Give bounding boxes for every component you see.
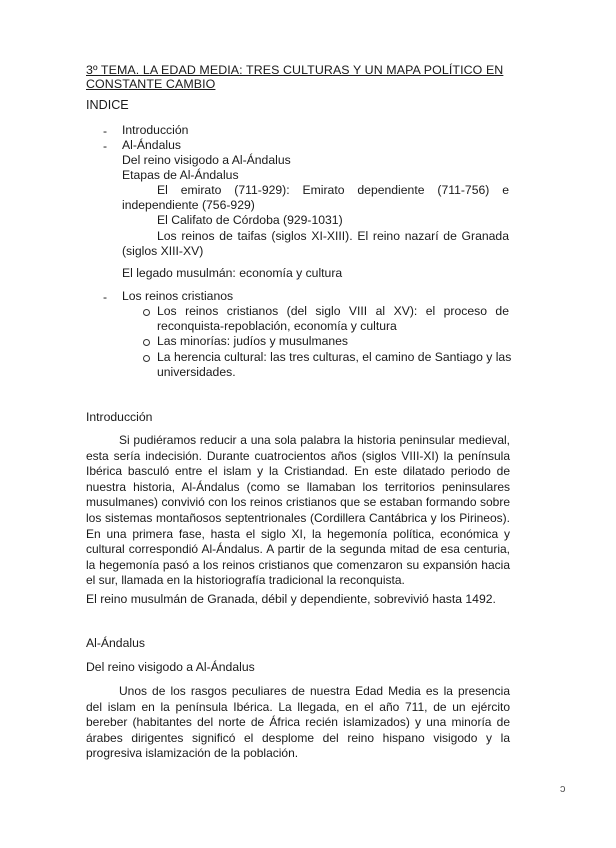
toc-item-etapas: Etapas de Al-Ándalus (122, 168, 239, 182)
bullet-circle-icon (143, 339, 150, 346)
index-heading: INDICE (86, 98, 129, 112)
toc-subitem-herencia-cont: universidades. (157, 365, 236, 379)
toc-item-taifas-cont: (siglos XIII-XV) (122, 244, 204, 258)
toc-subitem-reinos: Los reinos cristianos (del siglo VIII al XV): el proceso de (157, 304, 509, 318)
toc-item-emirato-cont: independiente (756-929) (122, 198, 255, 212)
toc-dash: - (103, 139, 108, 153)
toc-item-alandalus: Al-Ándalus (122, 138, 181, 152)
toc-item-legado: El legado musulmán: economía y cultura (122, 266, 343, 280)
paragraph-visigodo (86, 684, 510, 762)
margin-mark: ↄ (560, 783, 566, 795)
toc-subitem-reinos-cont: reconquista-repoblación, economía y cultura (157, 319, 397, 333)
paragraph-granada: El reino musulmán de Granada, débil y dependiente, sobrevivió hasta 1492. (86, 592, 496, 606)
toc-dash: - (103, 124, 108, 138)
toc-dash: - (103, 290, 108, 304)
document-title: 3º TEMA. LA EDAD MEDIA: TRES CULTURAS Y UN MAPA POLÍTICO EN CONSTANTE CAMBIO (86, 63, 504, 91)
section-heading-alandalus: Al-Ándalus (86, 636, 145, 650)
toc-item-taifas: Los reinos de taifas (siglos XI-XIII). El reino nazarí de Granada (157, 229, 509, 243)
toc-subitem-herencia: La herencia cultural: las tres culturas, el camino de Santiago y las (157, 350, 512, 364)
toc-subitem-minorias: Las minorías: judíos y musulmanes (157, 334, 349, 348)
toc-item-introduccion: Introducción (122, 123, 189, 137)
paragraph-introduccion-text: Si pudiéramos reducir a una sola palabra la historia peninsular medieval, esta sería indecisión. Durante cuatrocientos años (siglos VIII-XI) la península Ibérica basculó entre el islam y la Cristiandad. En este dilatado periodo de nuestra historia, Al-Ándalus (como se llamaban los territorios peninsulares musulmanes) convivió con los reinos cristianos que se estaban formando sobre los sistemas montañosos septentrionales (Cordillera Cantábrica y los Pirineos). En una primera fase, hasta el siglo XI, la hegemonía política, económica y cultural correspondió Al-Ándalus. A partir de la segunda mitad de esa centuria, la hegemonía pasó a los reinos cristianos que comenzaron su expansión hacia el sur, llamada en la historiografía tradicional la reconquista. (86, 433, 510, 588)
toc-item-emirato: El emirato (711-929): Emirato dependiente (711-756) e (157, 183, 509, 197)
toc-item-reinos-cristianos: Los reinos cristianos (122, 289, 234, 303)
bullet-circle-icon (143, 309, 150, 316)
toc-item-califato: El Califato de Córdoba (929-1031) (157, 213, 343, 227)
section-heading-introduccion: Introducción (86, 410, 153, 424)
bullet-circle-icon (143, 355, 150, 362)
paragraph-visigodo-text: Unos de los rasgos peculiares de nuestra Edad Media es la presencia del islam en la península Ibérica. La llegada, en el año 711, de un ejército bereber (habitantes del norte de África recién islamizados) y una minoría de árabes dirigentes significó el desplome del reino hispano visigodo y la progresiva islamización de la población. (86, 684, 510, 761)
toc-item-del-reino: Del reino visigodo a Al-Ándalus (122, 153, 291, 167)
paragraph-introduccion (86, 433, 510, 589)
subsection-heading-visigodo: Del reino visigodo a Al-Ándalus (86, 660, 255, 674)
